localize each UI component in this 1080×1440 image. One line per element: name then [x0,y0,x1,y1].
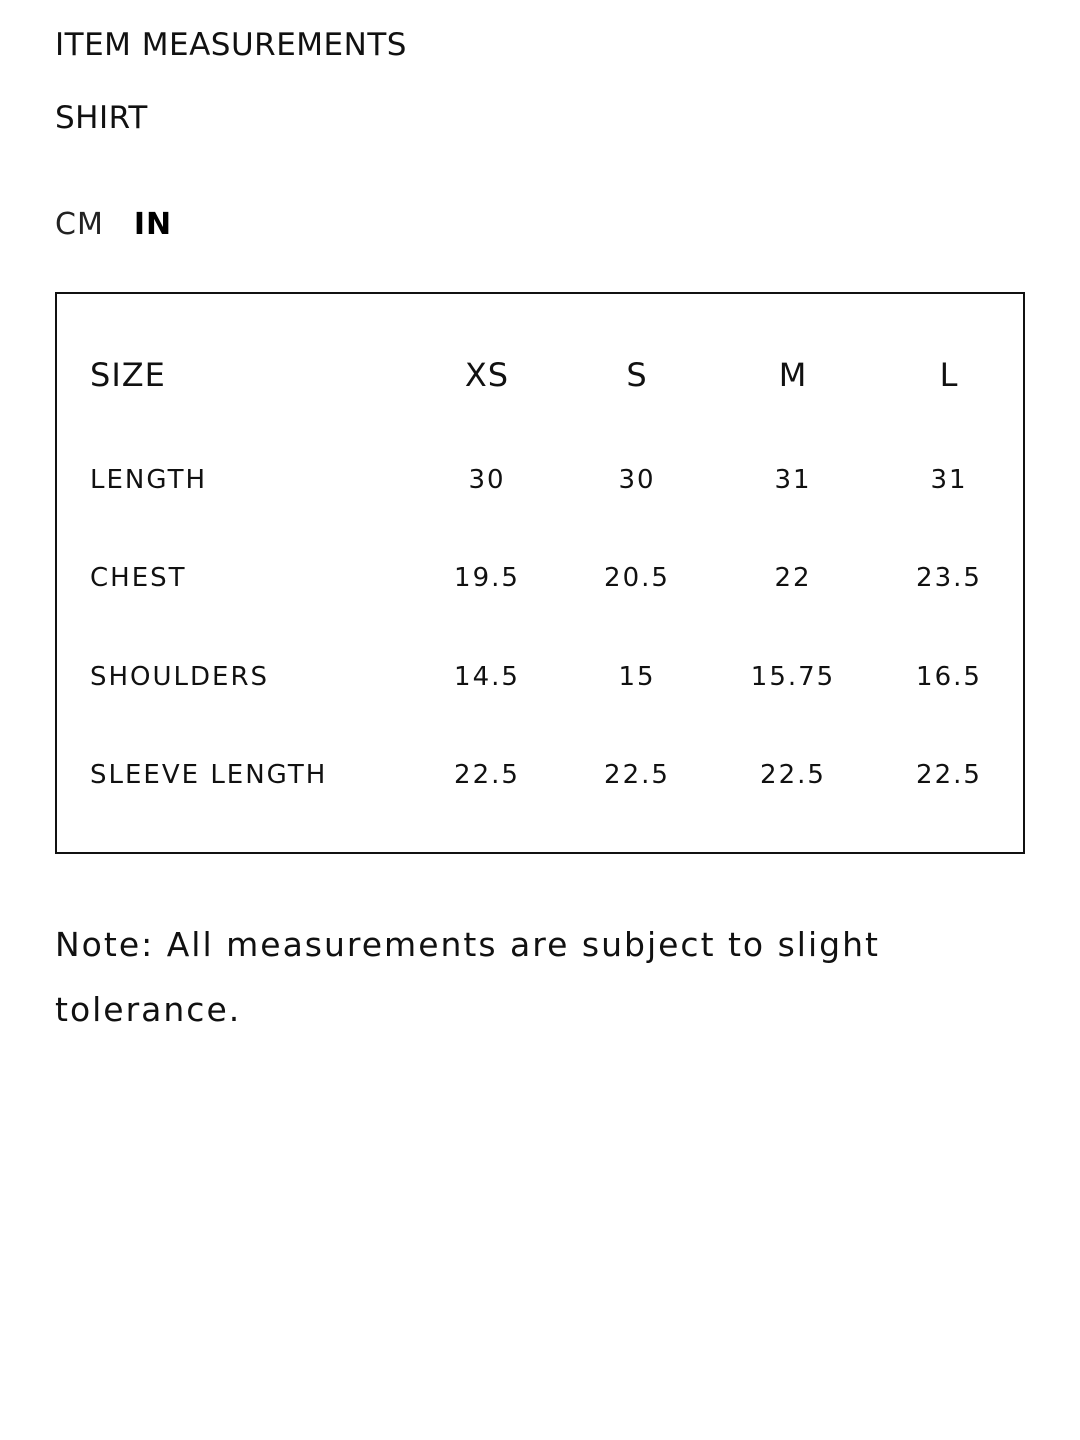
header-size-s: S [626,356,648,394]
table-row-sleeve-length [57,755,1023,795]
table-row-length [57,460,1023,500]
product-type-heading: SHIRT [55,100,148,136]
row-label: SLEEVE LENGTH [90,760,328,790]
table-cell: 15.75 [750,662,836,692]
table-cell: 22.5 [760,760,826,790]
table-cell: 22.5 [604,760,670,790]
table-cell: 16.5 [916,662,982,692]
table-row-shoulders [57,657,1023,697]
table-cell: 31 [930,465,968,495]
header-size-l: L [939,356,959,394]
row-label: SHOULDERS [90,662,270,692]
table-cell: 19.5 [454,563,520,593]
measurements-table [55,292,1025,854]
table-cell: 22.5 [454,760,520,790]
unit-toggle [55,207,173,242]
table-cell: 30 [618,465,656,495]
row-label: CHEST [90,563,187,593]
page-title: ITEM MEASUREMENTS [55,27,407,63]
table-cell: 31 [774,465,812,495]
table-cell: 15 [618,662,656,692]
table-cell: 22.5 [916,760,982,790]
header-size-label: SIZE [90,356,166,394]
tolerance-note: Note: All measurements are subject to slight tolerance. [55,925,880,1029]
table-row-chest [57,558,1023,598]
table-cell: 22 [774,563,812,593]
table-cell: 30 [468,465,506,495]
header-size-xs: XS [464,356,510,394]
table-cell: 20.5 [604,563,670,593]
header-size-m: M [778,356,808,394]
row-label: LENGTH [90,465,208,495]
unit-cm-button[interactable]: CM [55,207,104,242]
table-cell: 14.5 [454,662,520,692]
table-cell: 23.5 [916,563,982,593]
table-header-row [57,355,1023,395]
unit-in-button[interactable]: IN [133,207,173,242]
